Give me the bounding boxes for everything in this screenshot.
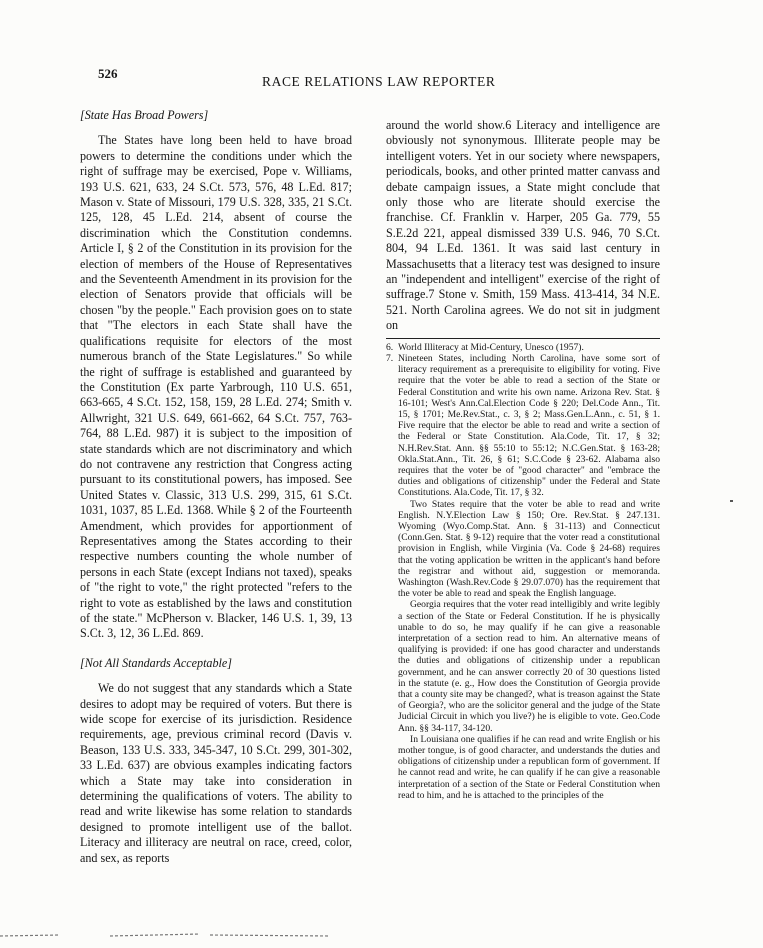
scan-artifact	[0, 926, 763, 940]
footnote-paragraph-georgia: Georgia requires that the voter read intelligibly and write legibly a section of the State or Federal Constitution. If he is physically unable to do so, he may qualify if he can give a reasonable interpretation of a section read to him. An alternative means of qualifying is provided: if one has good character and understands the duties and obligations of citizenship under a republican government, and he can answer correctly 20 of 30 questions listed in the statute (e. g., How does the Constitution of Georgia provide that a county site may be changed?, what is treason against the State of Georgia?, who are the solicitor general and the judge of the State Judicial Circuit in which you live?) he is eligible to vote. Geo.Code Ann. §§ 34-117, 34-120.	[398, 599, 660, 734]
footnote-paragraph-two-states: Two States require that the voter be able to read and write English. N.Y.Election Law § 150; Ore. Rev.Stat. § 247.131. Wyoming (Wyo.Comp.Stat. Ann. § 31-113) and Connecticut (Conn.Gen. Stat. § 9-12) require that the voter read a constitutional provision in English, while Virginia (Va. Code § 24-68) requires that the voting application be written in the applicant's hand before the registrar and without aid, suggestion or memoranda. Washington (Wash.Rev.Code § 29.07.070) has the requirement that the voter be able to read and speak the English language.	[398, 498, 660, 600]
right-column	[386, 118, 660, 801]
section-heading-state-powers: [State Has Broad Powers]	[80, 108, 209, 122]
page-number: 526	[98, 66, 118, 81]
paragraph-state-powers: The States have long been held to have broad powers to determine the conditions under which the right of suffrage may be exercised, Pope v. Williams, 193 U.S. 621, 633, 24 S.Ct. 573, 576, 48 L.Ed. 817; Mason v. State of Missouri, 179 U.S. 328, 335, 21 S.Ct. 125, 128, 45 L.Ed. 214, absent of course the discrimination which the Constitution condemns. Article I, § 2 of the Constitution in its provision for the election of members of the House of Representatives and the Seventeenth Amendment in its provision for the election of Senators provide that officials will be chosen "by the people." Each provision goes on to state that "The electors in each State shall have the qualifications requisite for electors of the most numerous branch of the State Legislatures." So while the right of suffrage is established and guaranteed by the Constitution (Ex parte Yarbrough, 110 U.S. 651, 663-665, 4 S.Ct. 152, 158, 159, 28 L.Ed. 274; Smith v. Allwright, 321 U.S. 649, 661-662, 64 S.Ct. 757, 763-764, 88 L.Ed. 987) it is subject to the imposition of state standards which are not discriminatory and which do not contravene any restriction that Congress acting pursuant to its constitutional powers, has imposed. See United States v. Classic, 313 U.S. 299, 315, 61 S.Ct. 1031, 1037, 85 L.Ed. 1368. While § 2 of the Fourteenth Amendment, which provides for apportionment of Representatives among the States according to their respective numbers counting the whole number of persons in each State (except Indians not taxed), speaks of "the right to vote," the right protected "refers to the right to vote as established by the laws and constitution of the state." McPherson v. Blacker, 146 U.S. 1, 39, 13 S.Ct. 3, 12, 36 L.Ed. 869.	[80, 133, 352, 641]
left-column	[80, 108, 352, 866]
footnote-divider	[386, 338, 660, 339]
paragraph-not-all-standards: We do not suggest that any standards which a State desires to adopt may be required of voters. But there is wide scope for exercise of its jurisdiction. Residence requirements, age, previous criminal record (Davis v. Beason, 133 U.S. 333, 345-347, 10 S.Ct. 299, 301-302, 33 L.Ed. 637) are obvious examples indicating factors which a State may take into consideration in determining the qualifications of voters. The ability to read and write likewise has some relation to standards designed to promote intelligent use of the ballot. Literacy and illiteracy are neutral on race, creed, color, and sex, as reports	[80, 681, 352, 865]
footnote-number: 7.	[386, 352, 394, 364]
footnotes	[386, 342, 660, 801]
paragraph-literacy: around the world show.6 Literacy and intelligence are obviously not synonymous. Illiterate people may be intelligent voters. Yet in our society where newspapers, periodicals, books, and other printed matter canvass and debate campaign issues, a State might conclude that only those who are literate should exercise the franchise. Cf. Franklin v. Harper, 205 Ga. 779, 55 S.E.2d 221, appeal dismissed 339 U.S. 946, 70 S.Ct. 804, 94 L.Ed. 1361. It was said last century in Massachusetts that a literacy test was designed to insure an "independent and intelligent" exercise of the right of suffrage.7 Stone v. Smith, 159 Mass. 413-414, 34 N.E. 521. North Carolina agrees. We do not sit in judgment on	[386, 118, 660, 333]
scan-speck	[730, 500, 733, 502]
footnote-6	[386, 342, 660, 353]
footnote-7	[386, 353, 660, 499]
footnote-paragraph-louisiana: In Louisiana one qualifies if he can read and write English or his mother tongue, is of good character, and understands the duties and obligations of citizenship under a republican form of government. If he cannot read and write, he can qualify if he can give a reasonable interpretation of a section of the State or Federal Constitution when read to him, and he is attached to the principles of the	[398, 733, 660, 801]
footnote-text: Nineteen States, including North Carolina, have some sort of literacy requirement as a prerequisite to eligibility for voting. Five require that the voter be able to read a section of the State or Federal Constitution and write his own name. Arizona Rev. Stat. § 16-101; West's Ann.Cal.Election Code § 220; Del.Code Ann., Tit. 15, § 1701; Me.Rev.Stat., c. 3, § 2; Mass.Gen.L.Ann., c. 51, § 1. Five require that the elector be able to read and write a section of the Federal or State Constitution. Ala.Code, Tit. 17, § 32; N.H.Rev.Stat. Ann. §§ 55:10 to 55:12; N.C.Gen.Stat. § 163-28; Okla.Stat.Ann., Tit. 26, § 61; S.C.Code § 23-62. Alabama also requires that the voter be of "good character" and "embrace the duties and obligations of citizenship" under the Federal and State Constitutions. Ala.Code, Tit. 17, § 32.	[398, 352, 660, 499]
footnote-number: 6.	[386, 341, 394, 353]
section-heading-not-all-standards: [Not All Standards Acceptable]	[80, 655, 232, 670]
footnote-text: World Illiteracy at Mid-Century, Unesco (1957).	[398, 341, 584, 353]
running-head: RACE RELATIONS LAW REPORTER	[262, 74, 496, 89]
